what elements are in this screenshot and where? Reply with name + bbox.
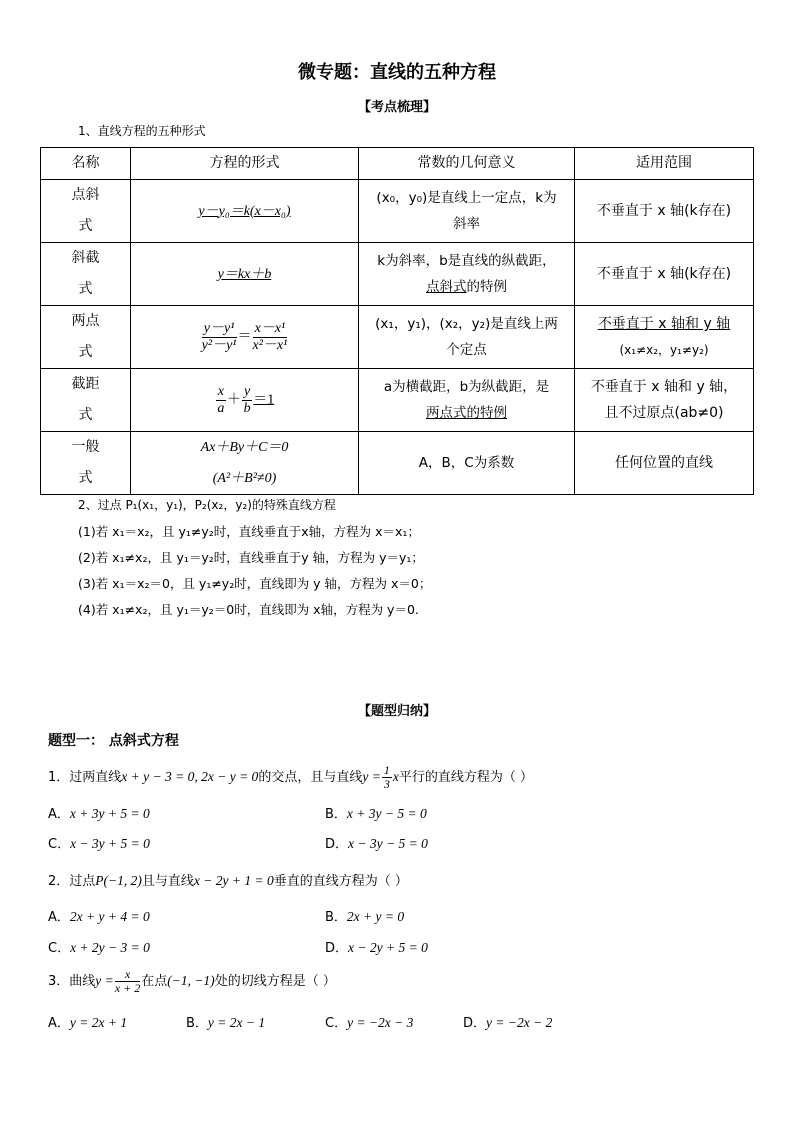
form-range: 不垂直于 x 轴和 y 轴 (x₁≠x₂，y₁≠y₂) (575, 306, 754, 369)
section-heading-types: 【题型归纳】 (357, 704, 436, 719)
question-3-option-b: B．y = 2x − 1 (186, 1015, 266, 1031)
form-name: 斜截 式 (41, 243, 131, 306)
list-item: (4)若 x₁≠x₂，且 y₁＝y₂＝0时，直线即为 x轴，方程为 y＝0. (78, 602, 419, 617)
question-1-option-b: B．x + 3y − 5 = 0 (325, 806, 427, 822)
table-row (41, 243, 754, 306)
form-meaning: a为横截距，b为纵截距，是 两点式的特例 (359, 369, 575, 432)
question-3-option-a: A．y = 2x + 1 (48, 1015, 128, 1031)
form-meaning: (x₁，y₁)，(x₂，y₂)是直线上两 个定点 (359, 306, 575, 369)
form-equation: $\frac{\text{y－y¹}}{\text{y²－y¹}}$ ＝ $\frac{\text{x－x¹}}{\text{x²－x¹}}$ (131, 306, 359, 369)
question-1-option-d: D．x − 3y − 5 = 0 (325, 836, 428, 852)
question-3-option-d: D．y = −2x − 2 (463, 1015, 553, 1031)
page-title: 微专题：直线的五种方程 (298, 62, 496, 83)
question-3-option-c: C．y = −2x − 3 (325, 1015, 414, 1031)
form-meaning: k为斜率，b是直线的纵截距， 点斜式的特例 (359, 243, 575, 306)
form-range: 不垂直于 x 轴和 y 轴， 且不过原点(ab≠0) (575, 369, 754, 432)
special-case-list (78, 519, 431, 623)
form-name: 两点 式 (41, 306, 131, 369)
form-name: 一般 式 (41, 432, 131, 495)
section-heading-review: 【考点梳理】 (357, 100, 436, 115)
list-item: (2)若 x₁≠x₂，且 y₁＝y₂时，直线垂直于y 轴，方程为 y＝y₁； (78, 550, 424, 565)
subtitle-special-lines: 2、过点 P₁(x₁，y₁)，P₂(x₂，y₂)的特殊直线方程 (78, 498, 336, 512)
form-range: 任何位置的直线 (575, 432, 754, 495)
question-1-stem: 1．过两直线x + y − 3 = 0, 2x − y = 0的交点，且与直线y = $\frac{1}{3}$ x平行的直线方程为（ ） (48, 763, 533, 791)
table-row (41, 306, 754, 369)
form-equation: Ax＋By＋C＝0 (A²＋B²≠0) (131, 432, 359, 495)
table-row (41, 369, 754, 432)
form-equation: y－y₀＝k(x－x₀) (131, 180, 359, 243)
question-1-option-c: C．x − 3y + 5 = 0 (48, 836, 150, 852)
form-name: 截距 式 (41, 369, 131, 432)
question-2-option-c: C．x + 2y − 3 = 0 (48, 940, 150, 956)
header-cell: 适用范围 (575, 148, 754, 180)
form-equation: y＝kx＋b (131, 243, 359, 306)
form-equation: $\frac{x}{a}$ ＋ $\frac{y}{b}$ ＝1 (131, 369, 359, 432)
header-cell: 名称 (41, 148, 131, 180)
table-row (41, 432, 754, 495)
question-2-stem: 2．过点P(−1, 2)且与直线x − 2y + 1 = 0垂直的直线方程为（ ） (48, 873, 408, 889)
form-range: 不垂直于 x 轴(k存在) (575, 243, 754, 306)
form-name: 点斜 式 (41, 180, 131, 243)
form-range: 不垂直于 x 轴(k存在) (575, 180, 754, 243)
header-cell: 方程的形式 (131, 148, 359, 180)
question-2-option-b: B．2x + y = 0 (325, 909, 405, 925)
topic-heading: 题型一： 点斜式方程 (48, 733, 179, 749)
question-2-option-a: A．2x + y + 4 = 0 (48, 909, 150, 925)
question-3-stem: 3．曲线y = $\frac{x}{x + 2}$ 在点(−1, −1)处的切线方程是（ ） (48, 967, 336, 995)
list-item: (1)若 x₁＝x₂，且 y₁≠y₂时，直线垂直于x轴，方程为 x＝x₁； (78, 524, 420, 539)
list-item: (3)若 x₁＝x₂＝0，且 y₁≠y₂时，直线即为 y 轴，方程为 x＝0； (78, 576, 432, 591)
forms-table (40, 147, 754, 495)
table-header-row (41, 148, 754, 180)
subtitle-five-forms: 1、直线方程的五种形式 (78, 124, 206, 138)
table-row (41, 180, 754, 243)
form-meaning: A，B，C为系数 (359, 432, 575, 495)
question-1-option-a: A．x + 3y + 5 = 0 (48, 806, 150, 822)
header-cell: 常数的几何意义 (359, 148, 575, 180)
question-2-option-d: D．x − 2y + 5 = 0 (325, 940, 428, 956)
form-meaning: (x₀，y₀)是直线上一定点，k为 斜率 (359, 180, 575, 243)
